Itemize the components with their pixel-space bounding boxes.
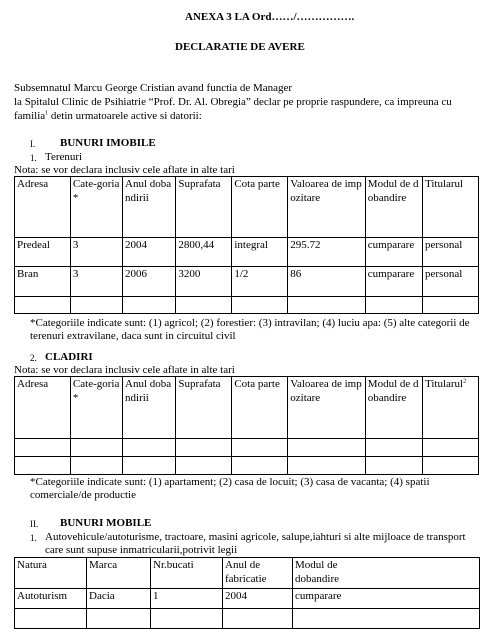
header-cell: Adresa <box>15 377 71 439</box>
table-cell: personal <box>423 267 479 297</box>
table-cell: 2006 <box>123 267 176 297</box>
footnote-marker: 1 <box>45 110 49 117</box>
table-cell: 2004 <box>123 238 176 267</box>
subsection-title-terenuri: Terenuri <box>45 151 83 163</box>
section-title-bunuri-mobile: BUNURI MOBILE <box>60 517 152 529</box>
table-cell: Dacia <box>87 589 151 609</box>
table-cell: 295.72 <box>288 238 366 267</box>
intro-line-3 <box>14 109 202 123</box>
header-cell: Suprafata <box>176 177 232 238</box>
subsection-title-cladiri: CLADIRI <box>45 351 93 363</box>
table-cell: 2800,44 <box>176 238 232 267</box>
cladiri-footnote-line-1: *Categoriile indicate sunt: (1) apartament; (2) casa de locuit; (3) casa de vacanta; (4) spatii <box>30 476 430 488</box>
header-cell: Cate-goria* <box>70 177 122 238</box>
header-cell <box>423 377 479 439</box>
terenuri-footnote-line-2: terenuri extravilane, daca sunt in circuitul civil <box>30 330 236 342</box>
header-cell: Valoarea de impozitare <box>288 377 366 439</box>
header-cell: Modul de dobandire <box>365 377 422 439</box>
header-cell: Anul dobandirii <box>123 177 176 238</box>
header-cell: Nr.bucati <box>151 558 223 589</box>
terenuri-table <box>14 176 479 314</box>
vehicule-table <box>14 557 480 629</box>
intro-family-word: familia <box>14 110 46 122</box>
table-cell: 2004 <box>223 589 293 609</box>
intro-line-1: Subsemnatul Marcu George Cristian avand functia de Manager <box>14 82 293 94</box>
header-cell: Marca <box>87 558 151 589</box>
table-cell <box>232 297 288 314</box>
table-row <box>15 457 479 475</box>
table-cell: personal <box>423 238 479 267</box>
header-cell: Cota parte <box>232 177 288 238</box>
annex-title: ANEXA 3 LA Ord……/……………. <box>185 11 355 23</box>
table-cell: cumparare <box>293 589 480 609</box>
header-cell: Cota parte <box>232 377 288 439</box>
table-row <box>15 609 480 629</box>
section-number: II. <box>30 519 39 529</box>
cladiri-footnote-line-2: comerciale/de productie <box>30 489 136 501</box>
table-cell: cumparare <box>365 238 422 267</box>
intro-rest: detin urmatoarele active si datorii: <box>48 110 202 122</box>
subsection-number: 1. <box>30 153 37 163</box>
page-title: DECLARATIE DE AVERE <box>175 41 305 53</box>
table-cell: 3 <box>70 267 122 297</box>
subsection-number: 1. <box>30 533 37 543</box>
table-cell <box>123 297 176 314</box>
table-cell: integral <box>232 238 288 267</box>
table-cell: 3200 <box>176 267 232 297</box>
table-cell: Bran <box>15 267 71 297</box>
header-cell: Anul de fabricatie <box>223 558 293 589</box>
table-cell: cumparare <box>365 267 422 297</box>
table-cell: Predeal <box>15 238 71 267</box>
header-text: Titularul <box>425 378 464 390</box>
header-cell: Cate-goria* <box>70 377 122 439</box>
vehicule-description-line-1: Autovehicule/autoturisme, tractoare, masini agricole, salupe,iahturi si alte mijloace de transport <box>45 531 466 543</box>
header-cell <box>293 558 480 589</box>
table-row <box>15 297 479 314</box>
header-cell: Modul de dobandire <box>365 177 422 238</box>
table-cell <box>176 297 232 314</box>
vehicule-description-line-2: care sunt supuse inmatricularii,potrivit legii <box>45 544 238 556</box>
header-cell: Titularul <box>423 177 479 238</box>
cladiri-table <box>14 376 479 475</box>
table-row <box>15 267 479 297</box>
terenuri-footnote-line-1: *Categoriile indicate sunt: (1) agricol; (2) forestier: (3) intravilan; (4) luciu apa: (5) alte categorii de <box>30 317 470 329</box>
header-cell: Valoarea de impozitare <box>288 177 366 238</box>
table-row <box>15 439 479 457</box>
table-cell: 1 <box>151 589 223 609</box>
table-row <box>15 589 480 609</box>
cladiri-note: Nota: se vor declara inclusiv cele aflate in alte tari <box>14 364 235 376</box>
table-cell <box>15 297 71 314</box>
table-cell <box>423 297 479 314</box>
header-cell: Adresa <box>15 177 71 238</box>
table-header-row <box>15 377 479 439</box>
table-cell: 3 <box>70 238 122 267</box>
table-cell: 1/2 <box>232 267 288 297</box>
footnote-marker: 2 <box>463 378 467 385</box>
header-cell: Natura <box>15 558 87 589</box>
header-cell: Suprafata <box>176 377 232 439</box>
header-text: Modul de dobandire <box>295 559 339 585</box>
intro-line-2: la Spitalul Clinic de Psihiatrie “Prof. Dr. Al. Obregia” declar pe proprie raspundere, ca impreuna cu <box>14 96 452 108</box>
section-title-bunuri-imobile: BUNURI IMOBILE <box>60 137 156 149</box>
table-cell <box>365 297 422 314</box>
table-cell <box>288 297 366 314</box>
table-cell <box>70 297 122 314</box>
table-cell: 86 <box>288 267 366 297</box>
table-header-row <box>15 558 480 589</box>
section-number: I. <box>30 139 36 149</box>
table-cell: Autoturism <box>15 589 87 609</box>
terenuri-note: Nota: se vor declara inclusiv cele aflate in alte tari <box>14 164 235 176</box>
table-header-row <box>15 177 479 238</box>
header-cell: Anul dobandirii <box>123 377 176 439</box>
table-row <box>15 238 479 267</box>
subsection-number: 2. <box>30 353 37 363</box>
